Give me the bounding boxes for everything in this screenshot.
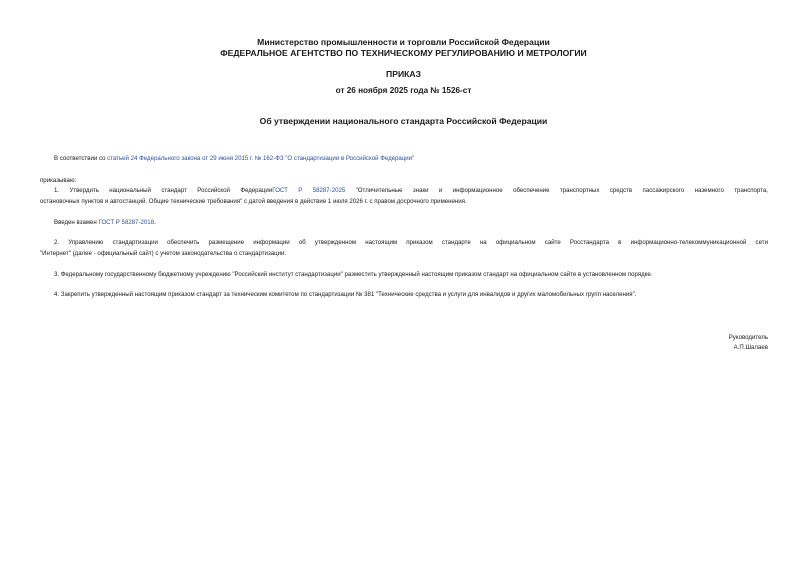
replacement-note xyxy=(54,218,156,229)
item-1-line-1 xyxy=(54,186,768,197)
law-link[interactable]: статьей 24 Федерального закона от 29 июня 2015 г. № 162-ФЗ "О стандартизации в Российской Федерации" xyxy=(107,155,415,162)
item-1-line-2: остановочных пунктов и автостанций. Общие технические требования" с датой введения в действие 1 июля 2026 г. с правом досрочного применения. xyxy=(40,198,467,205)
document-subject: Об утверждении национального стандарта Российской Федерации xyxy=(259,116,548,126)
item-2-line-2: "Интернет" (далее - официальный сайт) с учетом законодательства о стандартизации. xyxy=(40,250,287,257)
item-3: 3. Федеральному государственному бюджетному учреждению "Российский институт стандартизации" разместить утвержденный настоящим приказом стандарт на официальном сайте в установленном порядке. xyxy=(54,271,653,278)
item-1-rest: "Отличительные знаки и информационное обеспечение транспортных средств пассажирского наземного транспорта, xyxy=(345,187,768,194)
signature-name: А.П.Шалаев xyxy=(733,344,768,351)
item-4: 4. Закрепить утвержденный настоящим приказом стандарт за техническим комитетом по стандартизации № 381 "Технические средства и услуги для инвалидов и других маломобильных групп населения". xyxy=(54,291,637,298)
preamble-prefix: В соответствии со xyxy=(54,155,108,162)
document-date-number: от 26 ноября 2025 года № 1526-ст xyxy=(335,86,472,95)
ministry-name: Министерство промышленности и торговли Российской Федерации xyxy=(257,37,550,47)
document-type: ПРИКАЗ xyxy=(386,69,421,79)
replacement-prefix: Введен взамен xyxy=(54,219,99,226)
replacement-suffix: . xyxy=(154,219,156,226)
agency-name: ФЕДЕРАЛЬНОЕ АГЕНТСТВО ПО ТЕХНИЧЕСКОМУ РЕГУЛИРОВАНИЮ И МЕТРОЛОГИИ xyxy=(220,48,587,58)
signature-title: Руководитель xyxy=(728,334,768,341)
gost-2025-link[interactable]: ГОСТ Р 58287-2025 xyxy=(272,187,346,194)
gost-2018-link[interactable]: ГОСТ Р 58287-2018 xyxy=(98,219,155,226)
order-word: приказываю: xyxy=(40,177,77,184)
preamble xyxy=(54,154,414,165)
item-1-prefix: 1. Утвердить национальный стандарт Российской Федерации xyxy=(54,187,273,194)
item-2-line-1: 2. Управлению стандартизации обеспечить размещение информации об утвержденном настоящим приказом стандарте на официальном сайте Росстандарта в информационно-телекоммуникационной сети xyxy=(54,239,768,246)
